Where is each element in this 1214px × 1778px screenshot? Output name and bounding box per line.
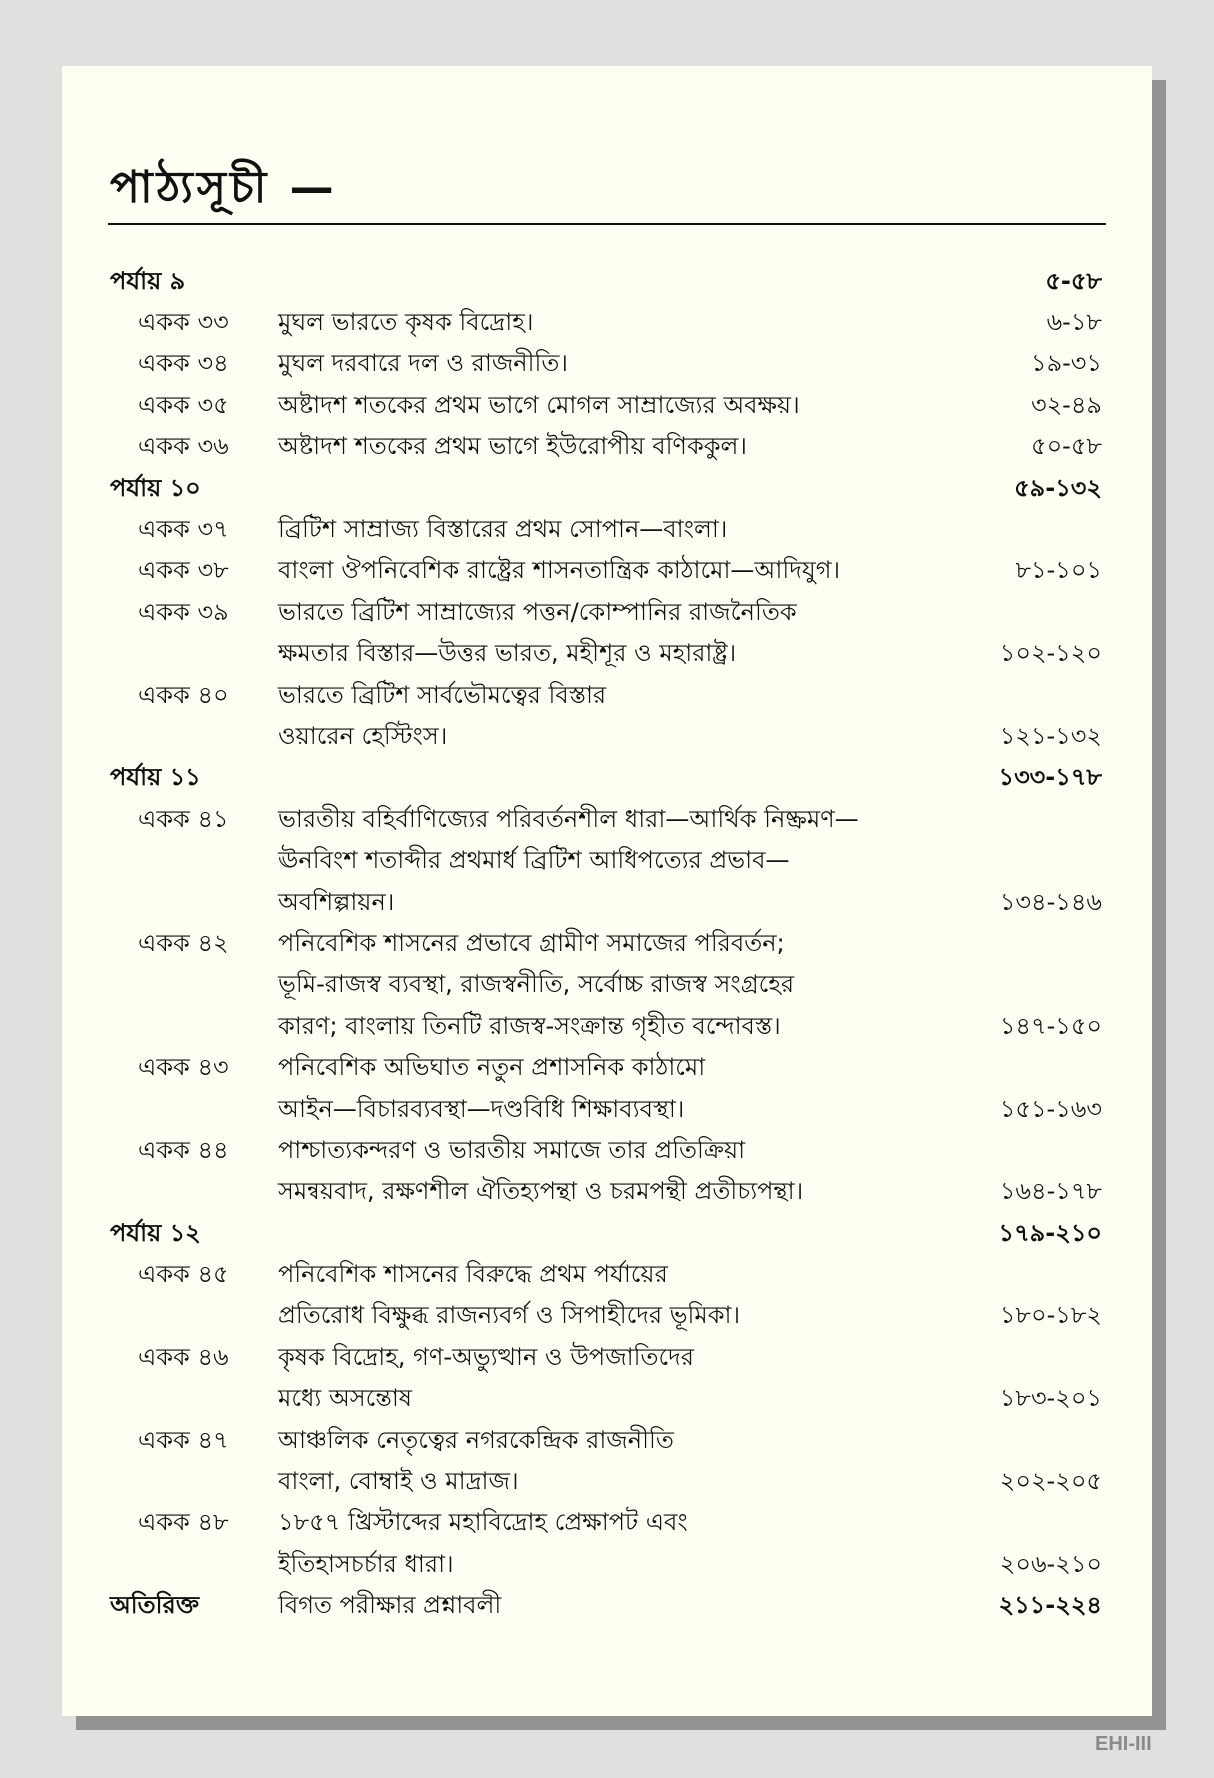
- page-code: EHI-III: [1095, 1733, 1152, 1755]
- toc-title: ওয়ারেন হেস্টিংস।: [278, 721, 448, 750]
- toc-label: একক ৩৭: [138, 515, 229, 544]
- toc-part-row: [110, 1214, 1102, 1255]
- toc-label: একক ৪৩: [138, 1053, 229, 1082]
- toc-title: ইতিহাসচর্চার ধারা।: [278, 1549, 454, 1578]
- toc-title: কৃষক বিদ্রোহ, গণ-অভ্যুত্থান ও উপজাতিদের: [278, 1342, 694, 1371]
- toc-pages: ১২১-১৩২: [999, 721, 1102, 750]
- toc-entry-row: [110, 676, 1102, 717]
- toc-pages: ১৩৩-১৭৮: [998, 763, 1102, 792]
- toc-entry-row: [110, 1462, 1102, 1503]
- toc-pages: ১৩৪-১৪৬: [999, 887, 1102, 916]
- toc-pages: ১৪৭-১৫০: [999, 1011, 1102, 1040]
- toc-label: একক ৪২: [138, 928, 229, 957]
- contents-page: [62, 66, 1152, 1716]
- toc-title: আঞ্চলিক নেতৃত্বের নগরকেন্দ্রিক রাজনীতি: [278, 1425, 674, 1454]
- toc-entry-row: [110, 966, 1102, 1007]
- toc-pages: ৫০-৫৮: [1031, 432, 1102, 461]
- toc-entry-row: [110, 924, 1102, 965]
- toc-pages: ২০২-২০৫: [999, 1467, 1102, 1496]
- toc-title: সমন্বয়বাদ, রক্ষণশীল ঐতিহ্যপন্থা ও চরমপন্থী প্রতীচ্যপন্থা।: [278, 1177, 804, 1206]
- toc-pages: ১৭৯-২১০: [998, 1218, 1102, 1247]
- toc-entry-row: [110, 510, 1102, 551]
- toc-title: মুঘল দরবারে দল ও রাজনীতি।: [278, 349, 568, 378]
- toc-entry-row: [110, 1380, 1102, 1421]
- toc-pages: ৮১-১০১: [1015, 556, 1102, 585]
- toc-entry-row: [110, 593, 1102, 634]
- toc-label: অতিরিক্ত: [110, 1591, 200, 1620]
- toc-entry-row: [110, 883, 1102, 924]
- toc-entry-row: [110, 1048, 1102, 1089]
- toc-title: প্রতিরোধ বিক্ষুব্ধ রাজন্যবর্গ ও সিপাহীদের ভূমিকা।: [278, 1301, 741, 1330]
- toc-label: একক ৪৬: [138, 1342, 229, 1371]
- toc-entry-row: [110, 1173, 1102, 1214]
- toc-label: পর্যায় ১২: [110, 1218, 201, 1247]
- toc-pages: ২১১-২২৪: [998, 1591, 1102, 1620]
- toc-title: মধ্যে অসন্তোষ: [278, 1384, 413, 1413]
- table-of-contents: [110, 262, 1102, 1628]
- toc-label: একক ৪১: [138, 804, 229, 833]
- toc-entry-row: [110, 1090, 1102, 1131]
- toc-label: একক ৪০: [138, 680, 229, 709]
- toc-title: মুঘল ভারতে কৃষক বিদ্রোহ।: [278, 308, 534, 337]
- toc-entry-row: [110, 1007, 1102, 1048]
- toc-entry-row: [110, 428, 1102, 469]
- toc-title: আইন—বিচারব্যবস্থা—দণ্ডবিধি শিক্ষাব্যবস্থা।: [278, 1094, 685, 1123]
- toc-part-row: [110, 1587, 1102, 1628]
- toc-entry-row: [110, 635, 1102, 676]
- toc-pages: ৫-৫৮: [1045, 266, 1102, 295]
- toc-entry-row: [110, 345, 1102, 386]
- toc-entry-row: [110, 1545, 1102, 1586]
- toc-entry-row: [110, 1504, 1102, 1545]
- toc-label: একক ৩৯: [138, 597, 229, 626]
- toc-label: একক ৩৮: [138, 556, 229, 585]
- toc-title: ভারতে ব্রিটিশ সাম্রাজ্যের পত্তন/কোম্পানির রাজনৈতিক: [278, 597, 797, 626]
- toc-entry-row: [110, 1255, 1102, 1296]
- toc-entry-row: [110, 386, 1102, 427]
- toc-entry-row: [110, 1297, 1102, 1338]
- page-title: পাঠ্যসূচী —: [110, 162, 338, 213]
- toc-title: পাশ্চাত্যকন্দরণ ও ভারতীয় সমাজে তার প্রতিক্রিয়া: [278, 1135, 746, 1164]
- toc-part-row: [110, 759, 1102, 800]
- title-divider: [108, 223, 1106, 225]
- toc-pages: ১৮০-১৮২: [999, 1301, 1102, 1330]
- toc-title: বিগত পরীক্ষার প্রশ্নাবলী: [278, 1591, 502, 1620]
- toc-label: পর্যায় ১০: [110, 473, 201, 502]
- toc-title: ঊনবিংশ শতাব্দীর প্রথমার্ধ ব্রিটিশ আধিপত্যের প্রভাব—: [278, 846, 790, 875]
- toc-title: বাংলা, বোম্বাই ও মাদ্রাজ।: [278, 1467, 519, 1496]
- toc-title: বাংলা ঔপনিবেশিক রাষ্ট্রের শাসনতান্ত্রিক কাঠামো—আদিযুগ।: [278, 556, 841, 585]
- toc-label: একক ৪৮: [138, 1508, 229, 1537]
- toc-title: ব্রিটিশ সাম্রাজ্য বিস্তারের প্রথম সোপান—বাংলা।: [278, 515, 728, 544]
- toc-label: পর্যায় ১১: [110, 763, 201, 792]
- toc-title: ভূমি-রাজস্ব ব্যবস্থা, রাজস্বনীতি, সর্বোচ্চ রাজস্ব সংগ্রহের: [278, 970, 795, 999]
- toc-pages: ১৮৩-২০১: [999, 1384, 1102, 1413]
- toc-part-row: [110, 262, 1102, 303]
- toc-title: ভারতে ব্রিটিশ সার্বভৌমত্বের বিস্তার: [278, 680, 607, 709]
- toc-label: একক ৩৪: [138, 349, 229, 378]
- toc-title: পনিবেশিক শাসনের বিরুদ্ধে প্রথম পর্যায়ের: [278, 1260, 668, 1289]
- toc-title: অষ্টাদশ শতকের প্রথম ভাগে মোগল সাম্রাজ্যের অবক্ষয়।: [278, 390, 800, 419]
- toc-entry-row: [110, 552, 1102, 593]
- toc-title: পনিবেশিক শাসনের প্রভাবে গ্রামীণ সমাজের পরিবর্তন;: [278, 928, 785, 957]
- toc-entry-row: [110, 1131, 1102, 1172]
- toc-label: একক ৩৬: [138, 432, 229, 461]
- toc-entry-row: [110, 717, 1102, 758]
- toc-entry-row: [110, 303, 1102, 344]
- toc-title: কারণ; বাংলায় তিনটি রাজস্ব-সংক্রান্ত গৃহীত বন্দোবস্ত।: [278, 1011, 781, 1040]
- toc-title: পনিবেশিক অভিঘাত নতুন প্রশাসনিক কাঠামো: [278, 1053, 706, 1082]
- toc-title: ১৮৫৭ খ্রিস্টাব্দের মহাবিদ্রোহ প্রেক্ষাপট এবং: [278, 1508, 688, 1537]
- toc-part-row: [110, 469, 1102, 510]
- toc-pages: ৩২-৪৯: [1030, 390, 1102, 419]
- toc-pages: ১৫১-১৬৩: [999, 1094, 1102, 1123]
- toc-pages: ১৬৪-১৭৮: [999, 1177, 1102, 1206]
- toc-pages: ১০২-১২০: [999, 639, 1102, 668]
- toc-entry-row: [110, 1421, 1102, 1462]
- toc-entry-row: [110, 800, 1102, 841]
- toc-entry-row: [110, 841, 1102, 882]
- toc-pages: ২০৬-২১০: [999, 1549, 1102, 1578]
- toc-label: একক ৪৭: [138, 1425, 229, 1454]
- toc-pages: ১৯-৩১: [1031, 349, 1102, 378]
- toc-label: একক ৩৫: [138, 390, 229, 419]
- toc-title: অষ্টাদশ শতকের প্রথম ভাগে ইউরোপীয় বণিককুল।: [278, 432, 747, 461]
- toc-label: একক ৪৪: [138, 1135, 229, 1164]
- toc-label: পর্যায় ৯: [110, 266, 186, 295]
- toc-title: ক্ষমতার বিস্তার—উত্তর ভারত, মহীশূর ও মহারাষ্ট্র।: [278, 639, 737, 668]
- toc-pages: ৫৯-১৩২: [1014, 473, 1102, 502]
- toc-title: ভারতীয় বহির্বাণিজ্যের পরিবর্তনশীল ধারা—আর্থিক নিষ্ক্রমণ—: [278, 804, 859, 833]
- toc-title: অবশিল্পায়ন।: [278, 887, 395, 916]
- toc-label: একক ৪৫: [138, 1260, 229, 1289]
- toc-label: একক ৩৩: [138, 308, 229, 337]
- toc-pages: ৬-১৮: [1046, 308, 1102, 337]
- toc-entry-row: [110, 1338, 1102, 1379]
